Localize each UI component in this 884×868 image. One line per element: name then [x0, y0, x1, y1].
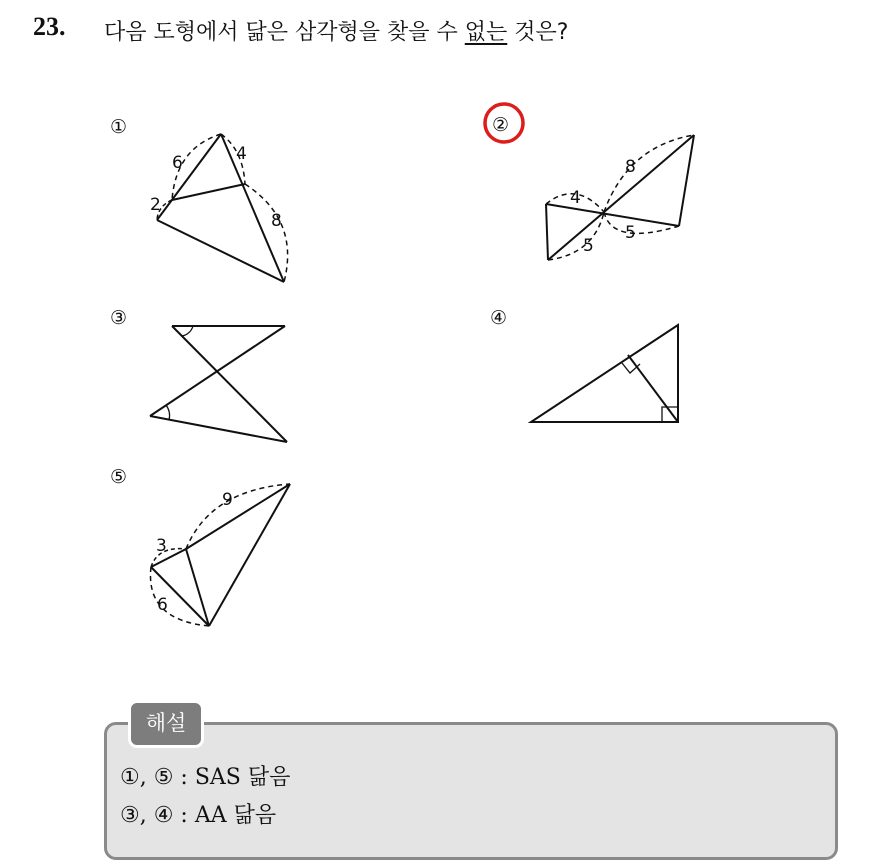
solution-line-1-sep: :: [173, 765, 195, 790]
fig2-length-4: 4: [570, 188, 581, 208]
figure-3: [150, 326, 287, 442]
fig2-length-5-right: 5: [625, 223, 636, 243]
choice-3-label: ③: [110, 307, 128, 329]
solution-line-2-text: AA 닮음: [194, 803, 277, 828]
solution-line-2-choices: ③, ④: [120, 803, 174, 828]
fig1-length-4: 4: [236, 144, 247, 164]
choice-2-label: ②: [492, 114, 510, 136]
fig1-length-8: 8: [271, 211, 282, 231]
question-number: 23.: [33, 12, 66, 41]
figure-5: [150, 484, 290, 626]
solution-tag: 해설: [128, 700, 204, 748]
choice-1-label: ①: [110, 116, 128, 138]
solution-line-2-sep: :: [173, 803, 195, 828]
fig2-length-8: 8: [625, 157, 636, 177]
solution-line-1-choices: ①, ⑤: [120, 765, 174, 790]
fig1-length-6: 6: [172, 153, 183, 173]
solution-line-1-text: SAS 닮음: [194, 765, 291, 790]
question-text-before: 다음 도형에서 닮은 삼각형을 찾을 수: [104, 20, 465, 45]
figure-4: [531, 325, 678, 422]
fig2-length-5-left: 5: [583, 236, 594, 256]
fig5-length-6: 6: [157, 595, 168, 615]
fig5-length-3: 3: [156, 536, 167, 556]
fig1-length-2: 2: [150, 195, 161, 215]
solution-box: [104, 722, 838, 860]
question-text-after: 것은?: [507, 20, 569, 45]
solution-line-1: [120, 760, 290, 791]
choice-4-label: ④: [490, 307, 508, 329]
solution-line-2: [120, 798, 276, 829]
choice-5-label: ⑤: [110, 466, 128, 488]
figure-2: [546, 135, 694, 260]
fig5-length-9: 9: [222, 490, 233, 510]
question-text-underlined: 없는: [464, 20, 508, 45]
